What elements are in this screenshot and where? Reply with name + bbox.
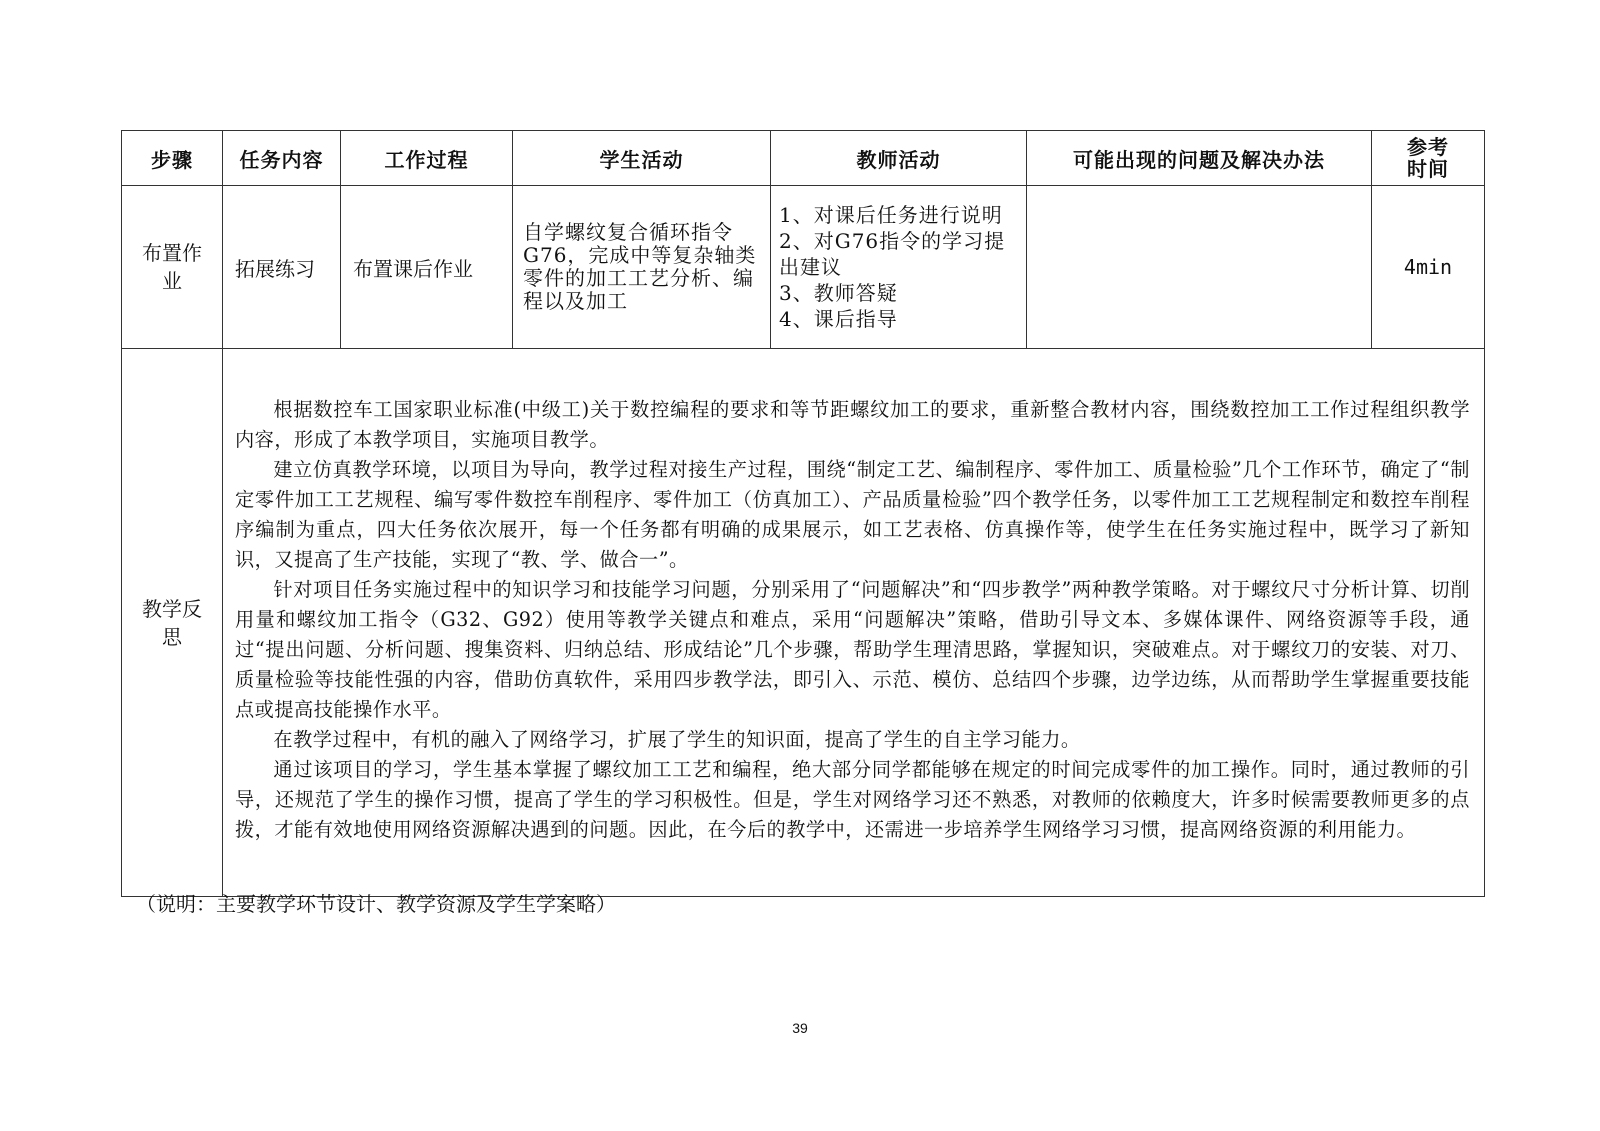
page-number: 39 [792, 1020, 808, 1036]
teacher-line-4: 3、教师答疑 [779, 281, 898, 305]
reflect-paragraph-4: 在教学过程中，有机的融入了网络学习，扩展了学生的知识面，提高了学生的自主学习能力。 [273, 727, 1081, 751]
reflect-step-line1: 教学反 [142, 596, 202, 621]
teacher-line-5: 4、课后指导 [779, 307, 898, 331]
table-note: （说明：主要教学环节设计、教学资源及学生学案略） [136, 892, 616, 916]
header-problems: 可能出现的问题及解决办法 [1027, 131, 1372, 186]
header-time-line1: 参考 [1407, 135, 1449, 159]
assign-teacher-cell [771, 186, 1027, 349]
header-row [122, 131, 1485, 186]
header-process: 工作过程 [341, 131, 513, 186]
teacher-line-2: 2、对G76指令的学习提 [779, 229, 1006, 253]
reflect-paragraph-1: 根据数控车工国家职业标准(中级工)关于数控编程的要求和等节距螺纹加工的要求，重新整合教材内容，围绕数控加工工作过程组织教学内容，形成了本教学项目，实施项目教学。 [235, 397, 1470, 451]
reflect-paragraph-3: 针对项目任务实施过程中的知识学习和技能学习问题，分别采用了“问题解决”和“四步教学”两种教学策略。对于螺纹尺寸分析计算、切削用量和螺纹加工指令（G32、G92）使用等教学关键点和难点，采用“问题解决”策略，借助引导文本、多媒体课件、网络资源等手段，通过“提出问题、分析问题、搜集资料、归纳总结、形成结论”几个步骤，帮助学生理清思路，掌握知识，突破难点。对于螺纹刀的安装、对刀、质量检验等技能性强的内容，借助仿真软件，采用四步教学法，即引入、示范、模仿、总结四个步骤，边学边练，从而帮助学生掌握重要技能点或提高技能操作水平。 [235, 577, 1470, 721]
table-row-reflection [122, 349, 1485, 897]
reflect-step-line2: 思 [162, 624, 182, 649]
assign-step-cell [122, 186, 223, 349]
teacher-line-1: 1、对课后任务进行说明 [779, 203, 1003, 227]
reflect-content-cell [223, 349, 1485, 897]
assign-student-cell: 自学螺纹复合循环指令G76，完成中等复杂轴类零件的加工工艺分析、编程以及加工 [513, 186, 771, 349]
reflect-paragraph-5: 通过该项目的学习，学生基本掌握了螺纹加工工艺和编程，绝大部分同学都能够在规定的时间完成零件的加工操作。同时，通过教师的引导，还规范了学生的操作习惯，提高了学生的学习积极性。但是，学生对网络学习还不熟悉，对教师的依赖度大，许多时候需要教师更多的点拨，才能有效地使用网络资源解决遇到的问题。因此，在今后的教学中，还需进一步培养学生网络学习习惯，提高网络资源的利用能力。 [235, 757, 1470, 841]
header-time-line2: 时间 [1407, 157, 1449, 181]
header-teacher-activity: 教师活动 [771, 131, 1027, 186]
assign-problems-cell [1027, 186, 1372, 349]
header-time [1372, 131, 1485, 186]
reflect-step-cell [122, 349, 223, 897]
assign-task-cell: 拓展练习 [223, 186, 341, 349]
table-row-assignment [122, 186, 1485, 349]
assign-step-line2: 业 [162, 269, 182, 293]
lesson-plan-table [121, 130, 1485, 897]
header-step: 步骤 [122, 131, 223, 186]
teacher-line-3: 出建议 [779, 255, 842, 279]
header-task: 任务内容 [223, 131, 341, 186]
reflect-paragraph-2: 建立仿真教学环境，以项目为导向，教学过程对接生产过程，围绕“制定工艺、编制程序、零件加工、质量检验”几个工作环节，确定了“制定零件加工工艺规程、编写零件数控车削程序、零件加工（仿真加工）、产品质量检验”四个教学任务，以零件加工工艺规程制定和数控车削程序编制为重点，四大任务依次展开，每一个任务都有明确的成果展示，如工艺表格、仿真操作等，使学生在任务实施过程中，既学习了新知识，又提高了生产技能，实现了“教、学、做合一”。 [235, 457, 1470, 571]
header-student-activity: 学生活动 [513, 131, 771, 186]
assign-step-line1: 布置作 [142, 241, 202, 265]
assign-process-cell: 布置课后作业 [341, 186, 513, 349]
assign-time-cell: 4min [1372, 186, 1485, 349]
